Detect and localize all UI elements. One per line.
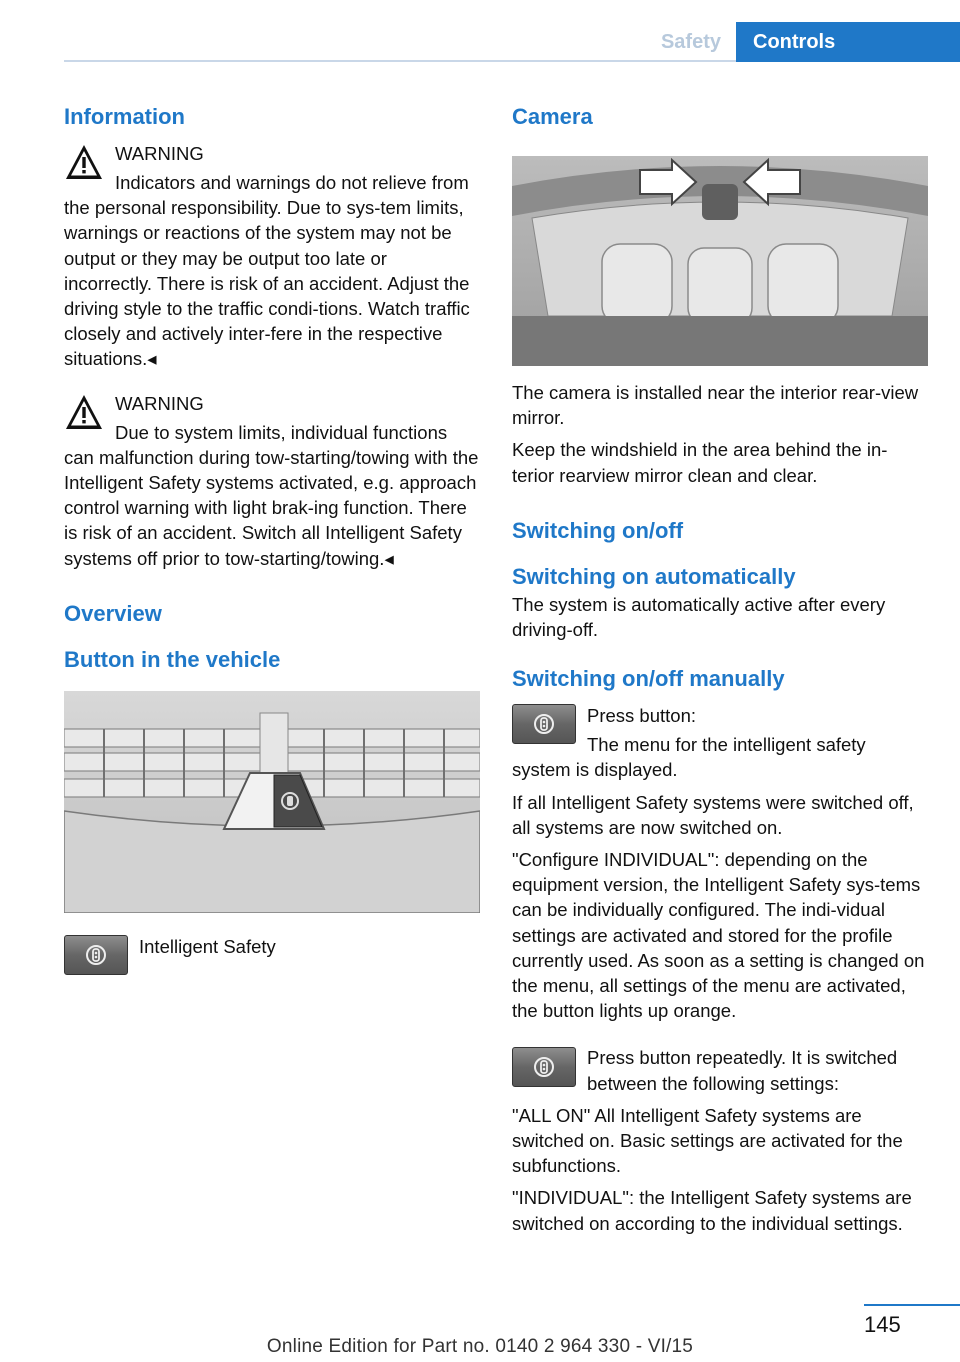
warning-label: WARNING [115, 143, 204, 164]
intelligent-safety-button-icon [512, 1047, 576, 1087]
warning-text: Due to system limits, individual functions can malfunction during tow-starting/towing with the Intelligent Safety systems activated, e.g. approach control warning with light brak-ing function. There is risk of an accident. Switch all Intelligent Safety systems off prior to tow-starting/towing.◂ [64, 421, 479, 569]
camera-heading: Camera [512, 104, 593, 129]
overview-heading: Overview [64, 600, 162, 626]
switching-heading: Switching on/off [512, 517, 684, 543]
intelligent-safety-button-icon [64, 935, 128, 975]
manual-paragraph-1: If all Intelligent Safety systems were switched off, all systems are now switched on. [512, 791, 914, 838]
switching-manual-heading: Switching on/off manually [512, 666, 785, 692]
warning-triangle-icon [64, 392, 104, 432]
all-on-paragraph: "ALL ON" All Intelligent Safety systems are switched on. Basic settings are activated for the subfunctions. [512, 1104, 903, 1177]
manual-paragraph-2: "Configure INDIVIDUAL": depending on the equipment version, the Intelligent Safety sys-tems can be individually configured. The indi-vidual settings are activated and stored for the profile currently used. As soon as a setting is changed on the menu, all settings of the menu are activated, the button lights up orange. [512, 849, 925, 1022]
manual-press-label: Press button: [587, 705, 697, 727]
manual-press-block [512, 700, 928, 782]
switching-auto-paragraph: The system is automatically active after every driving-off. [512, 593, 886, 641]
intelligent-safety-button-icon [512, 704, 576, 744]
button-caption: Intelligent Safety [139, 935, 276, 957]
warning-label: WARNING [115, 392, 204, 414]
warning-triangle-icon [64, 142, 104, 182]
camera-paragraph-1: The camera is installed near the interior rear-view mirror. [512, 382, 919, 429]
page-number-rule [864, 1304, 960, 1306]
camera-interior-photo [512, 156, 928, 366]
warning-text: Indicators and warnings do not relieve from the personal responsibility. Due to sys-tem limits, warnings or reactions of the system may not be output or they may be output too late or incorrectly. There is risk of an accident. Adjust the driving style to the traffic condi-tions. Watch traffic closely and actively inter-fere in the respective situations.◂ [64, 172, 470, 370]
left-column [64, 100, 480, 977]
button-in-vehicle-heading: Button in the vehicle [64, 646, 281, 672]
information-heading: Information [64, 104, 185, 129]
repeat-press-block [512, 1043, 928, 1095]
right-column [512, 100, 928, 1236]
manual-menu-text: The menu for the intelligent safety system is displayed. [512, 734, 866, 781]
tab-safety[interactable]: Safety [660, 31, 721, 53]
warning-block-2 [64, 388, 480, 571]
switching-auto-heading: Switching on automatically [512, 563, 796, 589]
individual-paragraph: "INDIVIDUAL": the Intelligent Safety systems are switched on according to the individual settings. [512, 1187, 912, 1234]
repeat-press-text: Press button repeatedly. It is switched between the following settings: [587, 1047, 898, 1094]
page-number: 145 [864, 1312, 901, 1337]
camera-paragraph-2: Keep the windshield in the area behind the in-terior rearview mirror clean and clear. [512, 439, 888, 486]
warning-block-1 [64, 138, 480, 372]
button-legend [64, 931, 480, 977]
button-panel-photo [64, 691, 480, 913]
footer-edition: Online Edition for Part no. 0140 2 964 330 - VI/15 [266, 1336, 694, 1357]
tab-controls[interactable]: Controls [736, 22, 960, 62]
